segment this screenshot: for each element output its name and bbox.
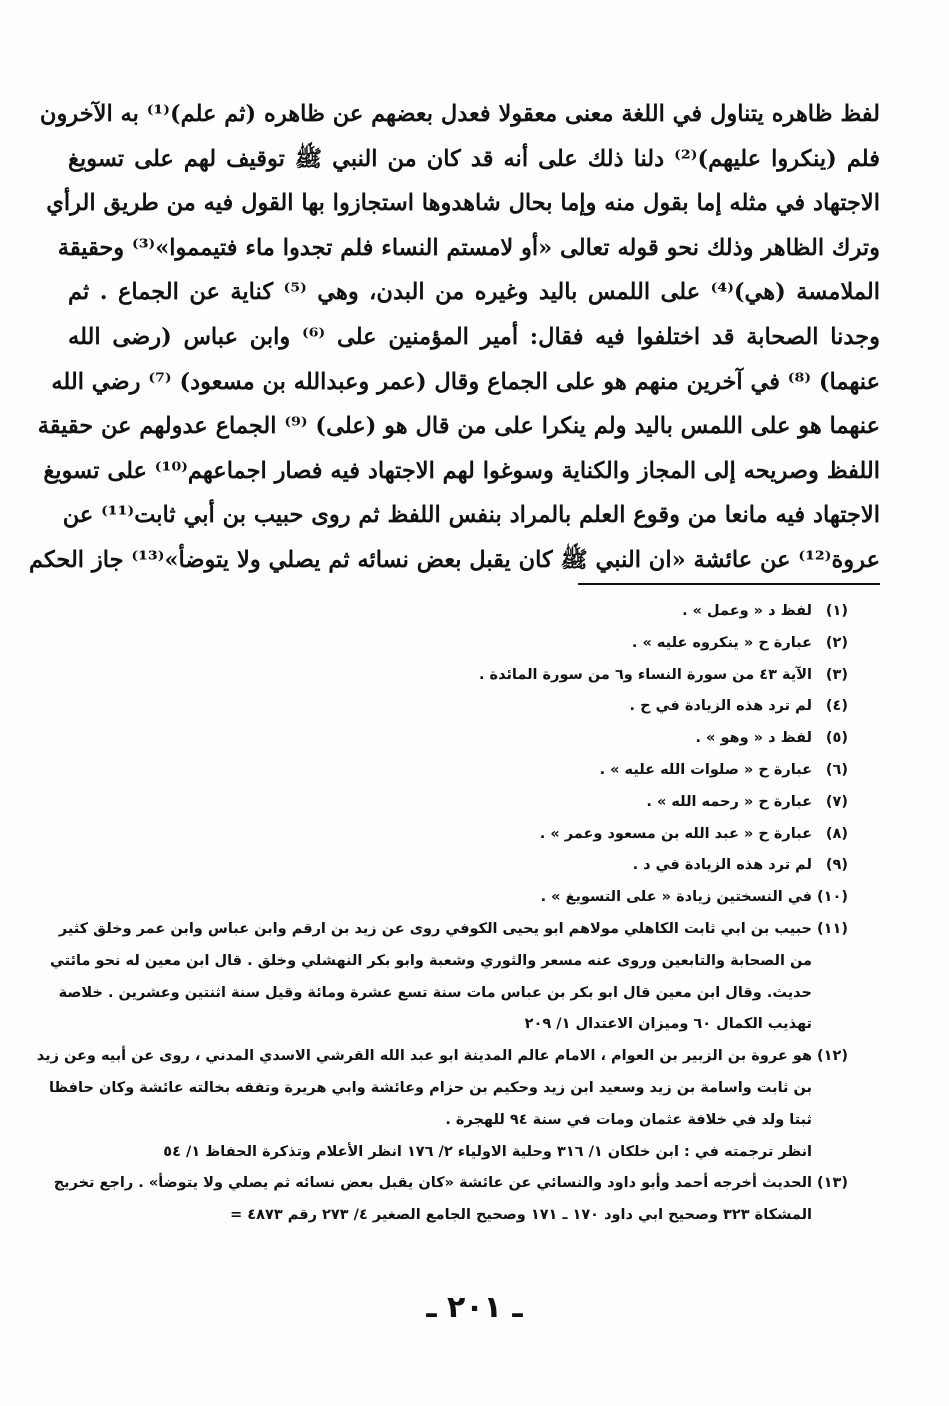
footnote-text: في النسختين زيادة « على التسويغ » . xyxy=(540,889,812,906)
text-line: عروة⁽¹²⁾ عن عائشة «ان النبي ﷺ كان يقبل بعض نسائه ثم يصلي ولا يتوضأ»⁽¹³⁾ جاز الحكم xyxy=(29,546,880,573)
footnote-text: بن ثابت واسامة بن زيد وسعيد ابن زيد وحكيم بن حزام وعائشة وابي هريرة وتفقه بخالته عائشة وكان حافظا xyxy=(48,1079,812,1096)
footnote-text: لم ترد هذه الزيادة في د . xyxy=(632,857,812,874)
footnote-number: (١١) xyxy=(817,920,848,937)
footnote xyxy=(60,819,848,851)
footnotes xyxy=(36,596,848,1232)
footnote-text: تهذيب الكمال ٦٠ وميزان الاعتدال ١/ ٢٠٩ xyxy=(524,1016,812,1033)
footnote xyxy=(60,691,848,723)
footnote xyxy=(60,787,848,819)
footnote-text: من الصحابة والتابعين وروى عنه مسعر والثوري وشعبة وابو بكر النهشلي وخلق . قال ابن معين له نحو مائتي xyxy=(50,952,812,969)
footnote xyxy=(60,755,848,787)
footnote-continuation xyxy=(60,1200,848,1232)
text-line: الاجتهاد في مثله إما بقول منه وإما بحال شاهدوها استجازوا بها القول فيه من طريق الرأي xyxy=(46,190,880,217)
footnote-text: عبارة ح « صلوات الله عليه » . xyxy=(599,761,812,778)
footnote xyxy=(36,1041,848,1073)
text-line: الاجتهاد فيه مانعا من وقوع العلم بالمراد بنفس اللفظ ثم روى حبيب بن أبي ثابت⁽¹¹⁾ عن xyxy=(62,502,880,529)
footnote-text: لم ترد هذه الزيادة في ح . xyxy=(629,698,812,715)
footnote xyxy=(60,882,848,914)
footnote xyxy=(60,850,848,882)
footnote xyxy=(60,628,848,660)
footnote-text: لفظ د « وعمل » . xyxy=(682,603,812,619)
text-line: عنهما هو على اللمس باليد ولم ينكرا على من قال هو (على) ⁽⁹⁾ الجماع عدولهم عن حقيقة xyxy=(37,413,880,440)
footnote-text: عبارة ح « ينكروه عليه » . xyxy=(631,634,812,651)
footnote xyxy=(60,596,848,628)
footnote-text: الآية ٤٣ من سورة النساء و٦ من سورة المائدة . xyxy=(478,666,812,683)
text-line: اللفظ وصريحه إلى المجاز والكناية وسوغوا لهم الاجتهاد فيه فصار اجماعهم⁽¹⁰⁾ على تسويغ xyxy=(43,457,880,484)
footnote xyxy=(60,660,848,692)
text-line: وترك الظاهر وذلك نحو قوله تعالى «أو لامستم النساء فلم تجدوا ماء فتيمموا»⁽³⁾ وحقيقة xyxy=(57,234,880,261)
text-line: لفظ ظاهره يتناول في اللغة معنى معقولا فعدل بعضهم عن ظاهره (ثم علم)⁽¹⁾ به الآخرون xyxy=(39,101,880,127)
text-line: وجدنا الصحابة قد اختلفوا فيه فقال: أمير المؤمنين على ⁽⁶⁾ وابن عباس (رضى الله xyxy=(68,323,880,350)
footnote-continuation xyxy=(60,978,848,1010)
footnote-number: (٦) xyxy=(825,761,848,778)
footnote-text: المشكاة ٣٢٣ وصحيح ابي داود ١٧٠ ـ ١٧١ وصحيح الجامع الصغير ٤/ ٢٧٣ رقم ٤٨٧٣ = xyxy=(230,1207,812,1224)
footnote-text: عبارة ح « رحمه الله » . xyxy=(646,793,812,810)
footnote-text: حبيب بن ابي ثابت الكاهلي مولاهم ابو يحيى الكوفي روى عن زيد بن ارقم وابن عباس وابن عمر وخلق كثير xyxy=(58,920,812,937)
text-line: فلم (ينكروا عليهم)⁽²⁾ دلنا ذلك على أنه قد كان من النبي ﷺ توقيف لهم على تسويغ xyxy=(68,145,881,172)
footnote-text: عبارة ح « عبد الله بن مسعود وعمر » . xyxy=(539,825,812,842)
footnote-number: (١٠) xyxy=(817,889,848,906)
footnote-text: حديث. وقال ابن معين قال ابو بكر بن عباس مات سنة تسع عشرة ومائة وقيل سنة اثنتين وعشرين . خلاصة xyxy=(58,984,812,1001)
footnote-number: (١٢) xyxy=(817,1048,848,1065)
footnote-number: (٥) xyxy=(825,730,848,747)
text-line: الملامسة (هي)⁽⁴⁾ على اللمس باليد وغيره من البدن، وهي ⁽⁵⁾ كناية عن الجماع . ثم xyxy=(68,279,880,306)
footnote xyxy=(60,914,848,946)
footnote-number: (١) xyxy=(825,603,848,619)
footnote-continuation xyxy=(60,1137,848,1169)
footnote-number: (٤) xyxy=(825,698,848,715)
footnote-continuation xyxy=(60,1009,848,1041)
footnote-text: الحديث أخرجه أحمد وأبو داود والنسائي عن عائشة «كان يقبل بعض نسائه ثم يصلي ولا يتوضأ» . راجع تخريج xyxy=(53,1175,812,1192)
footnote-number: (٣) xyxy=(825,666,848,683)
footnote xyxy=(60,723,848,755)
footnote-continuation xyxy=(60,1105,848,1137)
page-number: ـ ٢٠١ ـ xyxy=(426,1290,523,1325)
footnote-number: (٨) xyxy=(825,825,848,842)
text-line: عنهما) ⁽⁸⁾ في آخرين منهم هو على الجماع وقال (عمر وعبدالله بن مسعود) ⁽⁷⁾ رضي الله xyxy=(51,368,880,395)
footnote-text: انظر ترجمته في : ابن خلكان ١/ ٣١٦ وحلية الاولياء ٢/ ١٧٦ انظر الأعلام وتذكرة الحفاظ ١/ ٥٤ xyxy=(163,1143,812,1160)
footnote-number: (٢) xyxy=(825,634,848,651)
footnote-number: (١٣) xyxy=(817,1175,848,1192)
footnote-text: لفظ د « وهو » . xyxy=(695,730,812,747)
main-text xyxy=(29,92,881,583)
footnote-number: (٧) xyxy=(825,793,848,810)
footnote-separator xyxy=(578,583,880,585)
footnote xyxy=(53,1168,848,1200)
footnote-text: ثبتا ولد في خلافة عثمان ومات في سنة ٩٤ للهجرة . xyxy=(445,1111,812,1128)
footnote-text: هو عروة بن الزبير بن العوام ، الامام عالم المدينة ابو عبد الله القرشي الاسدي المدني ، روى عن أبيه وعن زيد xyxy=(36,1048,812,1065)
footnote-number: (٩) xyxy=(825,857,848,874)
footnote-continuation xyxy=(50,946,848,978)
footnote-continuation xyxy=(48,1073,848,1105)
